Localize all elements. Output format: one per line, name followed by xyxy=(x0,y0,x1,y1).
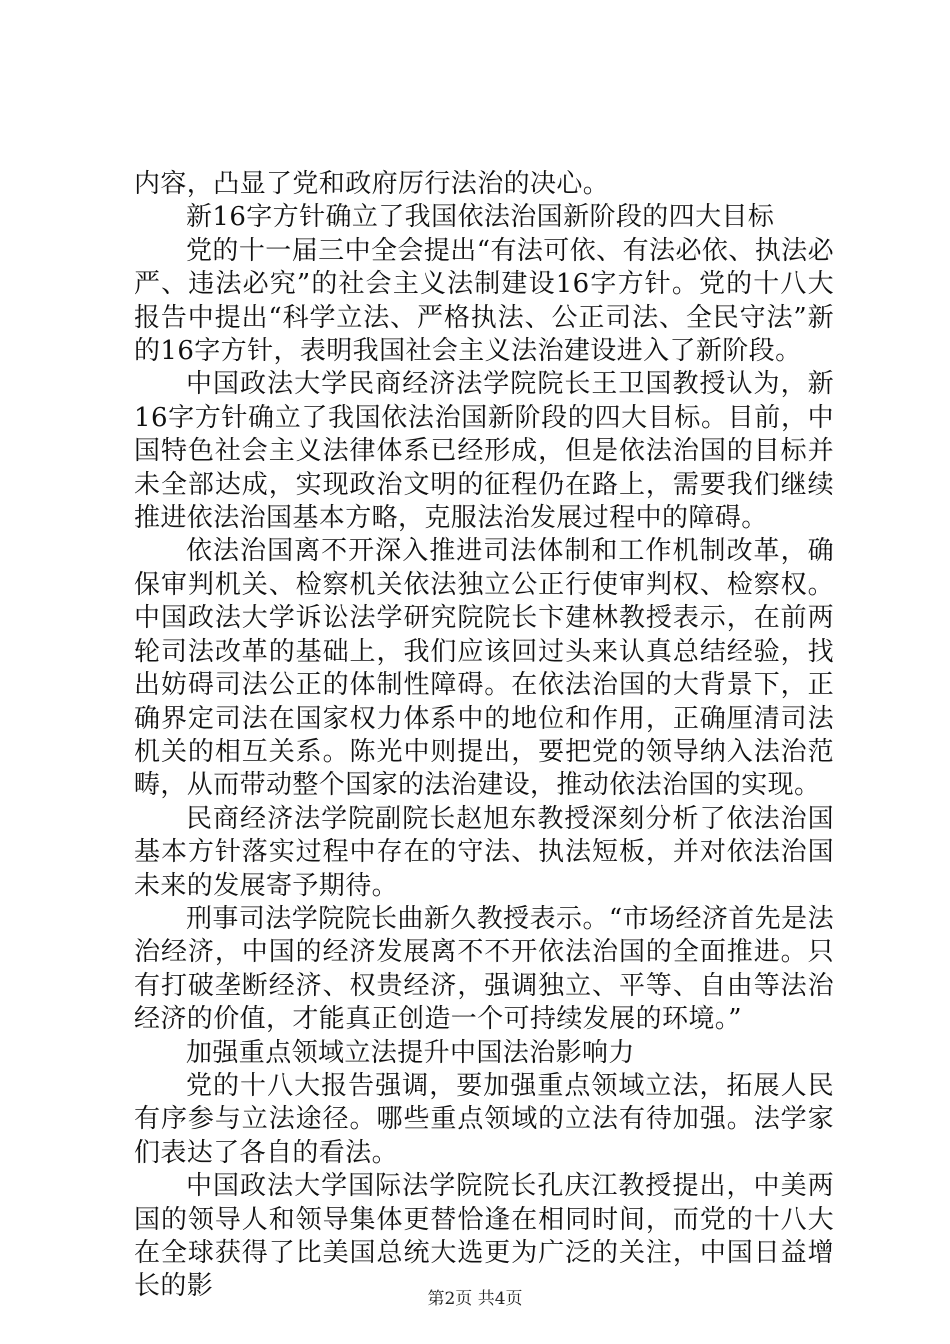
paragraph: 中国政法大学国际法学院院长孔庆江教授提出，中美两国的领导人和领导集体更替恰逢在相同时间，而党的十八大在全球获得了比美国总统大选更为广泛的关注，中国日益增长的影 xyxy=(134,1171,834,1302)
section-heading: 新16字方针确立了我国依法治国新阶段的四大目标 xyxy=(186,202,775,233)
paragraph: 中国政法大学民商经济法学院院长王卫国教授认为，新16字方针确立了我国依法治国新阶段的四大目标。目前，中国特色社会主义法律体系已经形成，但是依法治国的目标并未全部达成，实现政治文明的征程仍在路上，需要我们继续推进依法治国基本方略，克服法治发展过程中的障碍。 xyxy=(134,369,834,534)
paragraph: 刑事司法学院院长曲新久教授表示。“市场经济首先是法治经济，中国的经济发展离不不开依法治国的全面推进。只有打破垄断经济、权贵经济，强调独立、平等、自由等法治经济的价值，才能真正创造一个可持续发展的环境。” xyxy=(134,903,834,1035)
document-body xyxy=(134,168,834,1304)
section-heading: 加强重点领域立法提升中国法治影响力 xyxy=(186,1037,635,1068)
paragraph: 党的十一届三中全会提出“有法可依、有法必依、执法必严、违法必究”的社会主义法制建设16字方针。党的十八大报告中提出“科学立法、严格执法、公正司法、全民守法”新的16字方针，表明我国社会主义法治建设进入了新阶段。 xyxy=(134,235,834,367)
paragraph: 民商经济法学院副院长赵旭东教授深刻分析了依法治国基本方针落实过程中存在的守法、执法短板，并对依法治国未来的发展寄予期待。 xyxy=(134,803,834,901)
page-number-footer: 第2页 共4页 xyxy=(427,1289,523,1309)
paragraph-continuation: 内容，凸显了党和政府厉行法治的决心。 xyxy=(134,169,610,199)
paragraph: 党的十八大报告强调，要加强重点领域立法，拓展人民有序参与立法途径。哪些重点领域的立法有待加强。法学家们表达了各自的看法。 xyxy=(134,1070,834,1168)
paragraph: 依法治国离不开深入推进司法体制和工作机制改革，确保审判机关、检察机关依法独立公正行使审判权、检察权。中国政法大学诉讼法学研究院院长卞建林教授表示，在前两轮司法改革的基础上，我们应该回过头来认真总结经验，找出妨碍司法公正的体制性障碍。在依法治国的大背景下，正确界定司法在国家权力体系中的地位和作用，正确厘清司法机关的相互关系。陈光中则提出，要把党的领导纳入法治范畴，从而带动整个国家的法治建设，推动依法治国的实现。 xyxy=(134,536,834,801)
